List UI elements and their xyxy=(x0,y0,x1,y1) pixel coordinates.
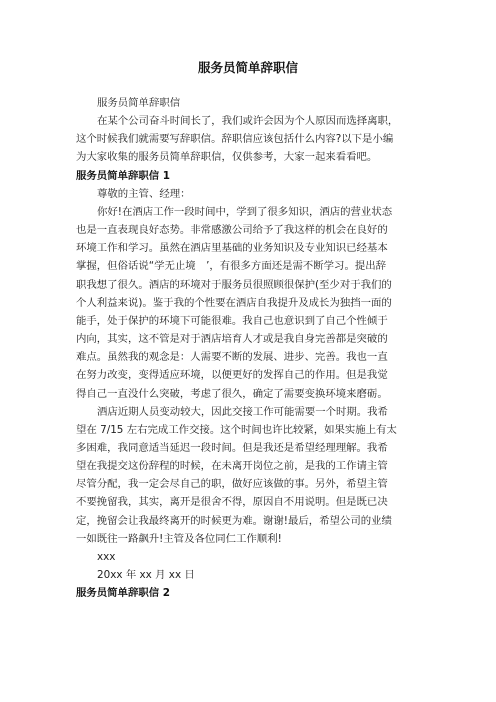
paragraph-line: 掌握，但俗话说“学无止境 ’，有很多方面还是需不断学习。提出辞 xyxy=(76,260,387,273)
intro-line: 在某个公司奋斗时间长了，我们或许会因为个人原因而选择离职， xyxy=(97,115,399,128)
paragraph-line: 能手，处于保护的环境下可能很难。我自己也意识到了自己个性倾于 xyxy=(76,314,388,327)
paragraph-line: 望在 7/15 左右完成工作交接。这个时间也许比较紧，如果实施上有太 xyxy=(76,423,397,436)
paragraph-line: 也是一直表现良好态势。非常感激公司给予了我这样的机会在良好的 xyxy=(76,224,388,237)
paragraph-line: 定，挽留会让我最终离开的时候更为难。谢谢!最后，希望公司的业绩 xyxy=(76,514,392,527)
signature: xxx xyxy=(97,550,116,563)
section-heading-1: 服务员简单辞职信 1 xyxy=(76,169,170,182)
intro-line: 为大家收集的服务员简单辞职信，仅供参考，大家一起来看看吧。 xyxy=(76,151,378,164)
body-paragraph-1 xyxy=(76,203,420,403)
paragraph-line: 不要挽留我，其实，离开是很舍不得，原因自不用说明。但是既已决 xyxy=(76,496,388,509)
document-title: 服务员简单辞职信 xyxy=(197,60,298,75)
paragraph-line: 望在我提交这份辞程的时候，在未离开岗位之前，是我的工作请主管 xyxy=(76,460,388,473)
letter-date: 20xx 年 xx 月 xx 日 xyxy=(97,569,195,582)
body-paragraph-2 xyxy=(76,403,420,548)
paragraph-line: 多困难，我同意适当延迟一段时间。但是我还是希望经理理解。我希 xyxy=(76,441,388,454)
intro-label: 服务员简单辞职信 xyxy=(97,97,181,109)
paragraph-line: 尽管分配，我一定会尽自己的职，做好应该做的事。另外，希望主管 xyxy=(76,478,388,491)
paragraph-line: 你好!在酒店工作一段时间中，学到了很多知识，酒店的营业状态 xyxy=(97,205,393,218)
salutation: 尊敬的主管、经理： xyxy=(97,187,191,200)
paragraph-line: 环境工作和学习。虽然在酒店里基础的业务知识及专业知识已经基本 xyxy=(76,242,388,255)
paragraph-line: 得自己一直没什么突破，考虑了很久，确定了需要变换环境来磨砺。 xyxy=(76,387,388,400)
intro-line: 这个时候我们就需要写辞职信。辞职信应该包括什么内容?以下是小编 xyxy=(76,133,394,146)
paragraph-line: 职我想了很久。酒店的环境对于服务员很照顾很保护(至少对于我们的 xyxy=(76,278,392,291)
paragraph-line: 个人利益来说)。鉴于我的个性要在酒店自我提升及成长为独挡一面的 xyxy=(76,296,392,309)
intro-paragraph xyxy=(76,112,420,166)
paragraph-line: 酒店近期人员变动较大，因此交接工作可能需要一个时期。我希 xyxy=(97,405,388,418)
paragraph-line: 内向，其实，这不管是对于酒店培育人才或是我自身完善都是突破的 xyxy=(76,333,388,346)
paragraph-line: 在努力改变，变得适应环境，以便更好的发挥自己的作用。但是我觉 xyxy=(76,369,388,382)
paragraph-line: 难点。虽然我的观念是：人需要不断的发展、进步、完善。我也一直 xyxy=(76,351,388,364)
section-heading-2: 服务员简单辞职信 2 xyxy=(76,587,170,600)
paragraph-line: 一如既往一路飙升!主管及各位同仁工作顺利! xyxy=(76,532,282,545)
